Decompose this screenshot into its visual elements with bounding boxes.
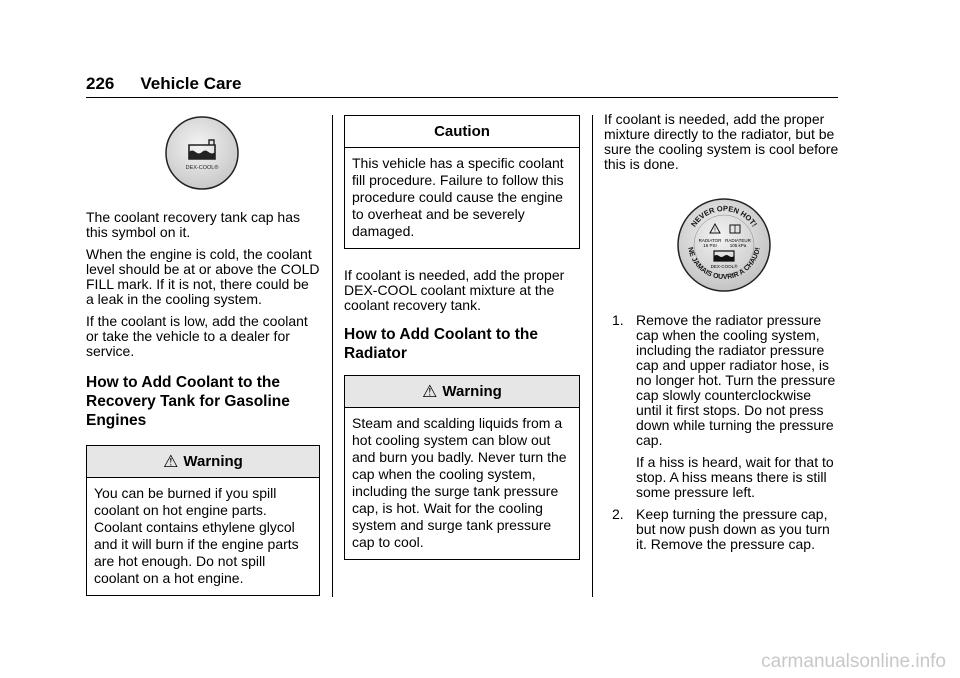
caution-box	[344, 115, 580, 249]
caution-header	[345, 116, 579, 148]
coolant-recovery-cap-icon	[164, 115, 240, 191]
svg-text:RADIATEUR: RADIATEUR	[725, 238, 751, 243]
coolant-low-paragraph: If the coolant is low, add the coolant or take the vehicle to a dealer for service.	[86, 313, 308, 359]
cold-fill-paragraph: When the engine is cold, the coolant level should be at or above the COLD FILL mark. If it is not, there could be a leak in the cooling system.	[86, 246, 320, 307]
column-divider-2	[592, 115, 593, 597]
section-title: Vehicle Care	[140, 74, 242, 93]
header-rule	[86, 97, 838, 98]
watermark: carmanualsonline.info	[761, 651, 946, 672]
svg-text:!: !	[714, 228, 716, 234]
dex-cool-paragraph: If coolant is needed, add the proper DEX-COOL coolant mixture at the coolant recovery tank.	[344, 267, 565, 313]
svg-text:RADIATOR: RADIATOR	[698, 238, 722, 243]
svg-text:16 PSI: 16 PSI	[703, 243, 717, 248]
svg-text:DEX-COOL®: DEX-COOL®	[710, 264, 738, 269]
warning-icon: ⚠	[422, 381, 438, 401]
radiator-add-paragraph: If coolant is needed, add the proper mixture directly to the radiator, but be sure the cooling system is cool before this is done.	[604, 111, 839, 172]
column-divider-1	[332, 115, 333, 597]
page-number: 226	[86, 74, 115, 93]
radiator-cap-image	[676, 197, 772, 293]
step-number: 1.	[612, 312, 624, 328]
warning-title: Warning	[442, 383, 502, 400]
svg-text:NE JAMAIS OUVRIR A CHAUD!: NE JAMAIS OUVRIR A CHAUD!	[686, 246, 762, 282]
column-2	[344, 115, 580, 560]
page-header	[86, 74, 242, 94]
warning-title: Warning	[183, 453, 243, 470]
column-3	[604, 112, 840, 552]
list-item	[604, 507, 840, 552]
warning-box-burn	[86, 445, 320, 596]
recovery-tank-heading: How to Add Coolant to the Recovery Tank for Gasoline Engines	[86, 374, 290, 429]
step-number: 2.	[612, 506, 624, 522]
warning-box-steam	[344, 375, 580, 560]
warning-header	[345, 376, 579, 408]
caution-title: Caution	[434, 123, 490, 140]
warning-body: Steam and scalding liquids from a hot cooling system can blow out and burn you badly. Never turn the cap when the cooling system, including the surge tank pressure cap, is hot. Wait for the cooling system and surge tank pressure cap to cool.	[352, 415, 567, 550]
svg-text:DEX-COOL®: DEX-COOL®	[185, 165, 219, 171]
removal-steps	[604, 313, 840, 552]
step-text: Remove the radiator pressure cap when the cooling system, including the radiator pressure cap and upper radiator hose, is no longer hot. Turn the pressure cap slowly counterclockwise until it first stops. Do not press down while turning the pressure cap.	[636, 312, 836, 448]
warning-body: You can be burned if you spill coolant on hot engine parts. Coolant contains ethylene glycol and it will burn if the engine parts are hot enough. Do not spill coolant on a hot engine.	[94, 485, 299, 586]
svg-text:105 kPa: 105 kPa	[729, 243, 747, 248]
step-text: Keep turning the pressure cap, but now push down as you turn it. Remove the pressure cap.	[636, 506, 830, 552]
recovery-cap-paragraph: The coolant recovery tank cap has this symbol on it.	[86, 209, 301, 240]
caution-body: This vehicle has a specific coolant fill procedure. Failure to follow this procedure could cause the engine to overheat and be severely damaged.	[352, 155, 564, 239]
svg-text:NEVER OPEN HOT!: NEVER OPEN HOT!	[689, 203, 759, 229]
radiator-heading: How to Add Coolant to the Radiator	[344, 326, 538, 362]
warning-header	[87, 446, 319, 478]
column-1	[86, 115, 320, 596]
list-item	[604, 313, 840, 500]
step-subtext: If a hiss is heard, wait for that to stop. A hiss means there is still some pressure left.	[636, 454, 834, 500]
warning-icon: ⚠	[163, 451, 179, 471]
